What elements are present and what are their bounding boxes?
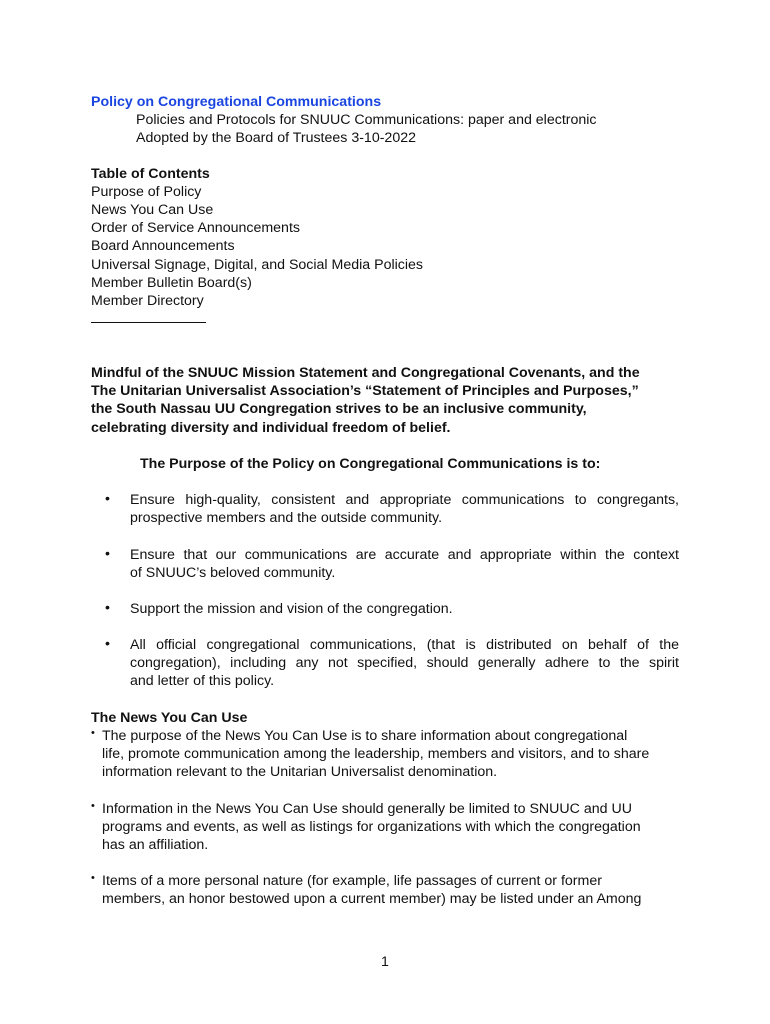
mission-line: The Unitarian Universalist Association’s “Statement of Principles and Purposes,” — [91, 383, 639, 400]
mission-line: the South Nassau UU Congregation strives to be an inclusive community, — [91, 401, 587, 418]
subtitle-protocols: Policies and Protocols for SNUUC Communications: paper and electronic — [136, 112, 597, 128]
bullet-icon: • — [105, 491, 110, 507]
list-item-line: and letter of this policy. — [130, 673, 275, 690]
list-item-line: All official congregational communications, (that is distributed on behalf of the — [130, 637, 679, 653]
page-number: 1 — [381, 954, 389, 970]
subtitle-adopted: Adopted by the Board of Trustees 3-10-2022 — [136, 130, 416, 146]
toc-divider — [91, 322, 206, 323]
list-item-line: members, an honor bestowed upon a current member) may be listed under an Among — [102, 891, 642, 908]
news-heading: The News You Can Use — [91, 710, 248, 726]
list-item-line: programs and events, as well as listings for organizations with which the congregation — [102, 819, 641, 836]
list-item-line: Information in the News You Can Use should generally be limited to SNUUC and UU — [102, 801, 632, 817]
bullet-icon: • — [91, 727, 95, 739]
toc-item-purpose: Purpose of Policy — [91, 184, 202, 200]
toc-item-news: News You Can Use — [91, 202, 214, 218]
list-item-line: information relevant to the Unitarian Universalist denomination. — [102, 764, 498, 781]
toc-item-board: Board Announcements — [91, 238, 235, 254]
bullet-icon: • — [105, 546, 110, 562]
list-item-line: Ensure high-quality, consistent and appropriate communications to congregants, — [130, 492, 679, 508]
bullet-icon: • — [105, 600, 110, 616]
list-item-line: Support the mission and vision of the congregation. — [130, 601, 453, 617]
bullet-icon: • — [91, 872, 95, 884]
toc-item-signage: Universal Signage, Digital, and Social Media Policies — [91, 257, 423, 273]
mission-line: Mindful of the SNUUC Mission Statement and Congregational Covenants, and the — [91, 365, 640, 381]
list-item-line: The purpose of the News You Can Use is to share information about congregational — [102, 728, 628, 744]
list-item-line: has an affiliation. — [102, 837, 209, 854]
mission-statement — [91, 364, 640, 437]
toc-item-order-of-service: Order of Service Announcements — [91, 220, 300, 236]
page-title: Policy on Congregational Communications — [91, 94, 382, 110]
bullet-icon: • — [91, 800, 95, 812]
list-item-line: life, promote communication among the leadership, members and visitors, and to share — [102, 746, 650, 763]
list-item-line: prospective members and the outside community. — [130, 510, 443, 527]
toc-heading: Table of Contents — [91, 166, 210, 182]
list-item-line: Ensure that our communications are accurate and appropriate within the context — [130, 547, 679, 563]
mission-line: celebrating diversity and individual freedom of belief. — [91, 419, 451, 436]
list-item-line: Items of a more personal nature (for example, life passages of current or former — [102, 873, 602, 889]
toc-item-bulletin: Member Bulletin Board(s) — [91, 275, 252, 291]
toc-item-directory: Member Directory — [91, 293, 204, 309]
list-item-line: congregation), including any not specified, should generally adhere to the spirit — [130, 655, 679, 672]
bullet-icon: • — [105, 636, 110, 652]
purpose-heading: The Purpose of the Policy on Congregational Communications is to: — [140, 456, 601, 472]
list-item-line: of SNUUC’s beloved community. — [130, 565, 336, 582]
